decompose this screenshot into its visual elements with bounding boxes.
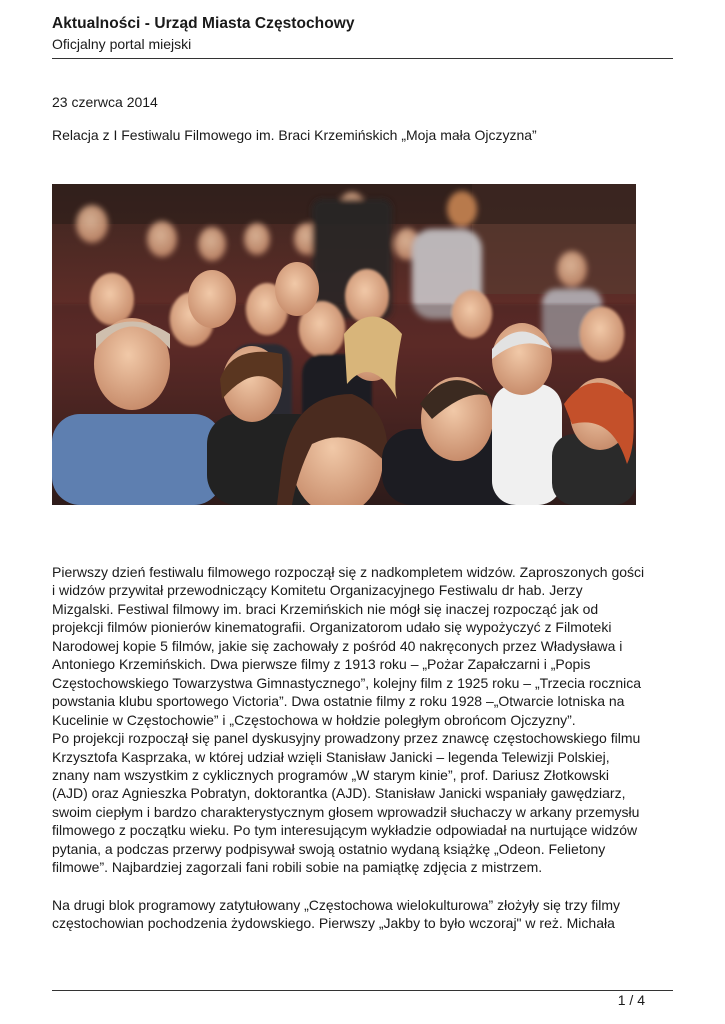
footer-divider: [52, 990, 673, 991]
audience-photo-illustration: [52, 184, 636, 505]
article-date: 23 czerwca 2014: [52, 94, 158, 110]
article-paragraph-2: [52, 896, 678, 933]
site-subtitle: Oficjalny portal miejski: [52, 36, 192, 52]
paragraph-line: znany nam wszystkim z cyklicznych programów „W starym kinie”, prof. Dariusz Złotkowski: [52, 766, 610, 783]
paragraph-line: Antoniego Krzemińskich. Dwa pierwsze filmy z 1913 roku – „Pożar Zapałczarni i „Popis: [52, 656, 591, 673]
article-paragraph-1: [52, 563, 678, 877]
paragraph-line: projekcji filmów pionierów kinematografii. Organizatorom udało się wypożyczyć z Filmoteki: [52, 619, 612, 636]
paragraph-line: Narodowej kopie 5 filmów, jakie się zachowały z pośród 40 nakręconych przez Władysława i: [52, 637, 623, 654]
paragraph-line: Kucelinie w Częstochowie” i „Częstochowa w hołdzie poległym obrońcom Ojczyzny”.: [52, 711, 576, 728]
paragraph-line: (AJD) oraz Agnieszka Pobratyn, doktorantka (AJD). Stanisław Janicki wspaniały gawędziarz,: [52, 785, 626, 802]
paragraph-line: pytania, a podczas przerwy podpisywał swoją ostatnio wydaną książkę „Odeon. Felietony: [52, 840, 606, 857]
paragraph-line: i widzów przywitał przewodniczący Komitetu Organizacyjnego Festiwalu dr hab. Jerzy: [52, 582, 583, 599]
audience-photo: [52, 184, 636, 505]
paragraph-line: filmowego z początku wieku. Po tym interesującym wykładzie odpowiadał na nurtujące widzów: [52, 822, 638, 839]
paragraph-line: Mizgalski. Festiwal filmowy im. braci Krzemińskich nie mógł się inaczej rozpocząć jak od: [52, 600, 599, 617]
paragraph-line: filmowe”. Najbardziej zagorzali fani robili sobie na pamiątkę zdjęcia z mistrzem.: [52, 859, 543, 876]
header-divider: [52, 58, 673, 59]
paragraph-line: powstania klubu sportowego Victoria”. Dwa ostatnie filmy z roku 1928 –„Otwarcie lotniska na: [52, 693, 625, 710]
paragraph-line: Po projekcji rozpoczął się panel dyskusyjny prowadzony przez znawcę częstochowskiego filmu: [52, 730, 641, 747]
paragraph-line: swoim ciepłym i bardzo charakterystycznym głosem wprowadził słuchaczy w arkany przemysłu: [52, 803, 640, 820]
paragraph-line: Pierwszy dzień festiwalu filmowego rozpoczął się z nadkompletem widzów. Zaproszonych gości: [52, 564, 645, 580]
paragraph-line: Na drugi blok programowy zatytułowany „Częstochowa wielokulturowa” złożyły się trzy filmy: [52, 897, 620, 913]
site-title: Aktualności - Urząd Miasta Częstochowy: [52, 15, 355, 32]
paragraph-line: Krzysztofa Kasprzaka, w której udział wzięli Stanisław Janicki – legenda Telewizji Polskiej,: [52, 748, 610, 765]
page-number: 1 / 4: [617, 992, 645, 1008]
article-title: Relacja z I Festiwalu Filmowego im. Braci Krzemińskich „Moja mała Ojczyzna”: [52, 127, 537, 143]
paragraph-line: częstochowian pochodzenia żydowskiego. Pierwszy „Jakby to było wczoraj" w reż. Michała: [52, 915, 615, 932]
paragraph-line: Częstochowskiego Towarzystwa Gimnastycznego”, kolejny film z 1925 roku – „Trzecia rocznica: [52, 674, 642, 691]
